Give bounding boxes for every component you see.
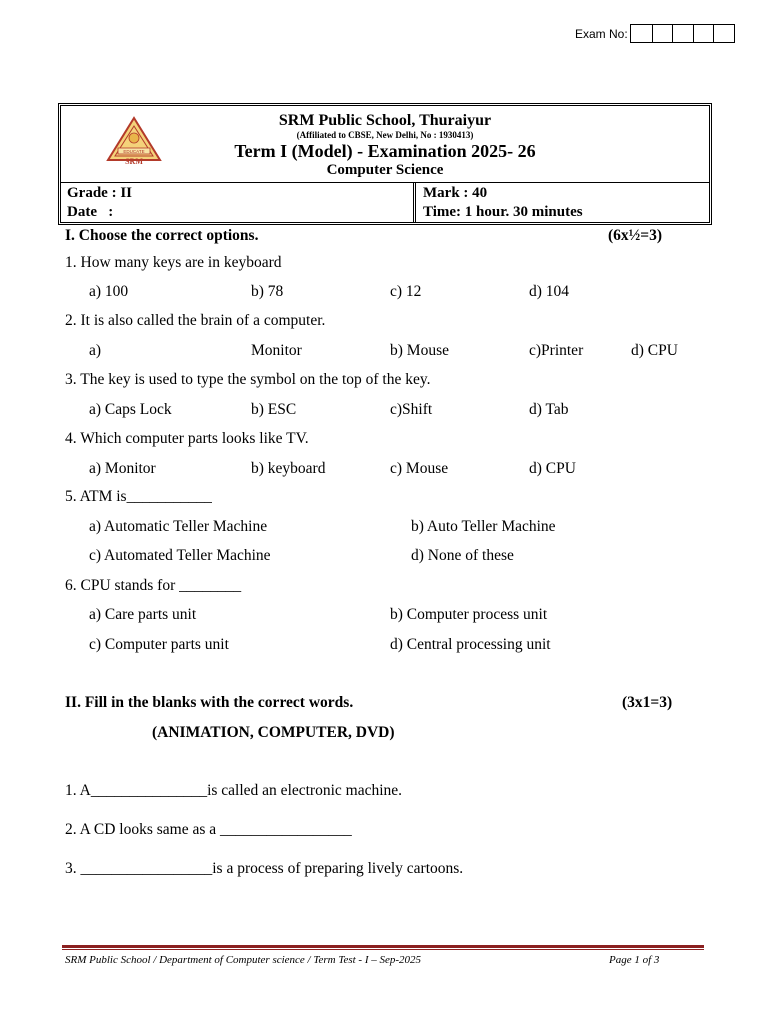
date: Date : [67,204,114,220]
section2-marks: (3x1=3) [622,694,673,711]
q5-option-c: c) Automated Teller Machine [89,547,271,564]
affiliation: (Affiliated to CBSE, New Delhi, No : 1930413) [296,130,474,140]
footer-text: SRM Public School / Department of Computer science / Term Test - I – Sep-2025 [65,954,422,966]
q2-option-c: c)Printer [529,342,584,359]
q3-option-d: d) Tab [529,401,569,418]
exam-title: Term I (Model) - Examination 2025- 26 [234,141,536,161]
q2-option-b: b) Mouse [390,342,449,359]
q6-option-d: d) Central processing unit [390,636,551,653]
question-6: 6. CPU stands for ________ [65,577,242,594]
question-2: 2. It is also called the brain of a computer. [65,312,326,329]
time: Time: 1 hour. 30 minutes [423,204,583,220]
mark: Mark : 40 [423,185,488,201]
page-number: Page 1 of 3 [609,954,660,966]
q3-option-c: c)Shift [390,401,433,418]
svg-text:EDUCATE: EDUCATE [123,149,145,154]
q4-option-b: b) keyboard [251,460,326,477]
question-1: 1. How many keys are in keyboard [65,254,282,271]
question-3: 3. The key is used to type the symbol on the top of the key. [65,371,431,388]
exam-no-boxes[interactable] [630,24,735,43]
footer-rule [62,945,704,948]
question-4: 4. Which computer parts looks like TV. [65,430,309,447]
question-5: 5. ATM is___________ [65,488,212,505]
q5-option-a: a) Automatic Teller Machine [89,518,268,535]
q1-option-c: c) 12 [390,283,422,300]
q1-option-b: b) 78 [251,283,284,300]
q3-option-b: b) ESC [251,401,297,418]
q4-option-d: d) CPU [529,460,576,477]
word-bank: (ANIMATION, COMPUTER, DVD) [152,724,395,741]
svg-text:SRM: SRM [125,157,143,166]
grade: Grade : II [67,185,132,201]
exam-header [58,103,712,225]
fill-blank-3: 3. _________________is a process of preparing lively cartoons. [65,860,464,877]
fill-blank-2: 2. A CD looks same as a _________________ [65,821,352,838]
q1-option-a: a) 100 [89,283,129,300]
fill-blank-1: 1. A_______________is called an electronic machine. [65,782,403,799]
q6-option-a: a) Care parts unit [89,606,197,623]
q1-option-d: d) 104 [529,283,570,300]
section1-marks: (6x½=3) [608,227,663,244]
q6-option-c: c) Computer parts unit [89,636,229,653]
footer-rule-thin [62,949,704,950]
section1-title: I. Choose the correct options. [65,227,259,244]
q5-option-d: d) None of these [411,547,514,564]
subject: Computer Science [326,162,444,178]
q2-option-a: a) [89,342,102,359]
section2-title: II. Fill in the blanks with the correct words. [65,694,354,711]
q2-option-a-text: Monitor [251,342,302,359]
q2-option-d: d) CPU [631,342,678,359]
exam-no-label: Exam No: [575,27,628,41]
q3-option-a: a) Caps Lock [89,401,172,418]
school-name: SRM Public School, Thuraiyur [278,112,492,129]
q5-option-b: b) Auto Teller Machine [411,518,556,535]
q6-option-b: b) Computer process unit [390,606,548,623]
q4-option-c: c) Mouse [390,460,449,477]
q4-option-a: a) Monitor [89,460,156,477]
